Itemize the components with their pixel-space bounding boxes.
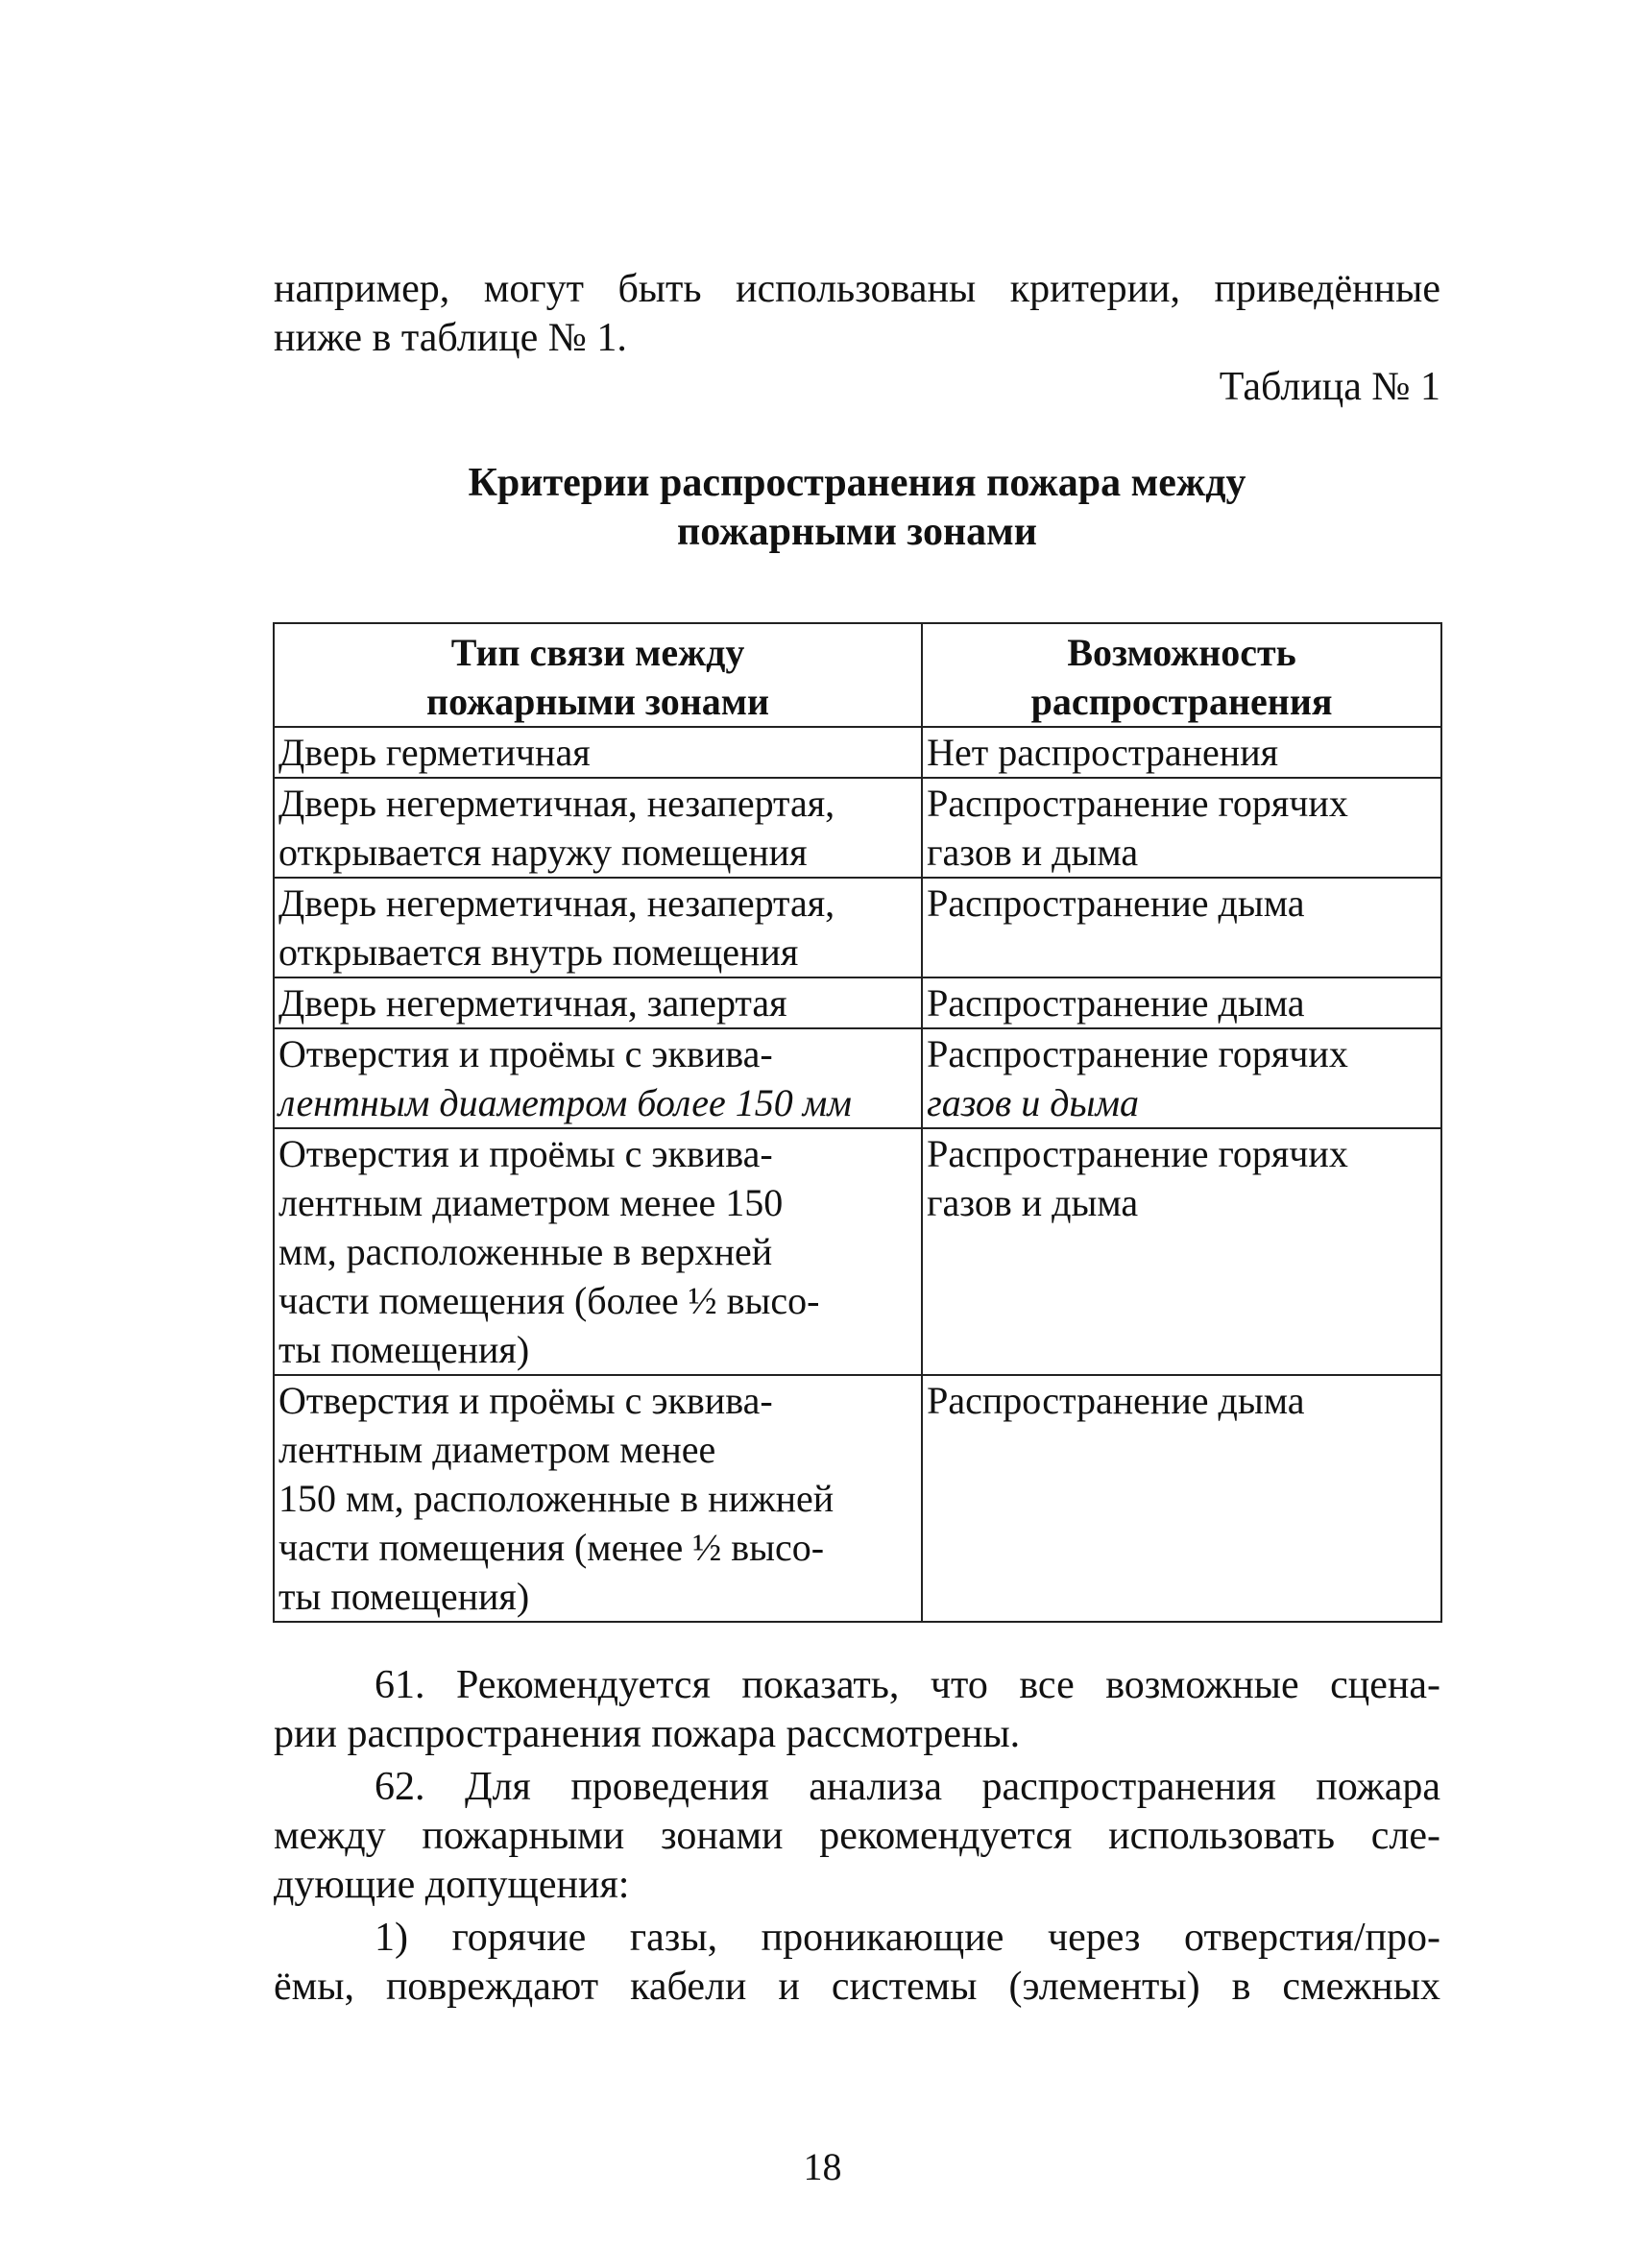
- table-row: [274, 878, 1441, 977]
- header-connection-type: [274, 623, 922, 727]
- cell-line: лентным диаметром менее 150: [278, 1181, 784, 1224]
- header-spread-possibility: [922, 623, 1441, 727]
- cell-spread: [922, 977, 1441, 1028]
- table-header-row: [274, 623, 1441, 727]
- cell-line: Распространение дыма: [927, 981, 1305, 1025]
- header-cell-line: Возможность: [1067, 631, 1296, 674]
- cell-line: открывается внутрь помещения: [278, 930, 799, 974]
- table-title-line-2: пожарными зонами: [677, 510, 1037, 554]
- table-row: [274, 1375, 1441, 1622]
- cell-line: газов и дыма: [927, 1181, 1139, 1224]
- cell-line: Распространение горячих: [927, 1132, 1348, 1175]
- cell-line: Дверь негерметичная, незапертая,: [278, 782, 835, 825]
- cell-line: Нет распространения: [927, 731, 1279, 774]
- cell-line: Отверстия и проёмы с эквива-: [278, 1379, 773, 1422]
- cell-line: Распространение горячих: [927, 782, 1348, 825]
- cell-line: открывается наружу помещения: [278, 831, 808, 874]
- cell-connection-type: [274, 977, 922, 1028]
- cell-spread: [922, 778, 1441, 878]
- cell-line: Дверь герметичная: [278, 731, 591, 774]
- paragraph-61: [274, 1661, 1440, 1759]
- table-row: [274, 977, 1441, 1028]
- cell-spread: [922, 1375, 1441, 1622]
- cell-line: части помещения (более ½ высо-: [278, 1279, 820, 1322]
- intro-line-1: например, могут быть использованы критерии, приведённые: [274, 267, 1440, 311]
- table-row: [274, 1028, 1441, 1128]
- item1-line-2: ёмы, повреждают кабели и системы (элементы) в смежных: [274, 1965, 1440, 2009]
- cell-line: ты помещения): [278, 1328, 530, 1371]
- cell-connection-type: [274, 778, 922, 878]
- cell-line: Дверь негерметичная, незапертая,: [278, 881, 835, 925]
- cell-line: газов и дыма: [927, 831, 1139, 874]
- cell-spread: [922, 1028, 1441, 1128]
- cell-line: Отверстия и проёмы с эквива-: [278, 1132, 773, 1175]
- criteria-table: [273, 622, 1442, 1623]
- cell-line: 150 мм, расположенные в нижней: [278, 1477, 835, 1520]
- cell-line: Распространение дыма: [927, 881, 1305, 925]
- table-row: [274, 727, 1441, 778]
- header-cell-line: Тип связи между: [450, 631, 745, 674]
- paragraph-62: [274, 1763, 1440, 1910]
- page-number: 18: [803, 2145, 842, 2188]
- cell-line: лентным диаметром менее: [278, 1428, 716, 1471]
- cell-line: Дверь негерметичная, запертая: [278, 981, 787, 1025]
- table-title: [274, 459, 1440, 557]
- cell-connection-type: [274, 1028, 922, 1128]
- list-item-1: [274, 1914, 1440, 2012]
- intro-line-2: ниже в таблице № 1.: [274, 316, 627, 360]
- cell-spread: [922, 1128, 1441, 1375]
- para62-line-2: между пожарными зонами рекомендуется использовать сле-: [274, 1814, 1440, 1858]
- cell-line: ты помещения): [278, 1575, 530, 1618]
- cell-connection-type: [274, 1128, 922, 1375]
- item1-line-1: 1) горячие газы, проникающие через отверстия/про-: [375, 1916, 1440, 1960]
- cell-connection-type: [274, 1375, 922, 1622]
- cell-line: части помещения (менее ½ высо-: [278, 1526, 825, 1569]
- table-row: [274, 1128, 1441, 1375]
- cell-spread: [922, 727, 1441, 778]
- table-title-line-1: Критерии распространения пожара между: [468, 461, 1246, 505]
- para62-line-3: дующие допущения:: [274, 1863, 630, 1907]
- cell-line: Распространение горячих: [927, 1032, 1348, 1075]
- table-row: [274, 778, 1441, 878]
- para62-line-1: 62. Для проведения анализа распространения пожара: [375, 1765, 1440, 1809]
- cell-line: Отверстия и проёмы с эквива-: [278, 1032, 773, 1075]
- cell-line: мм, расположенные в верхней: [278, 1230, 773, 1273]
- cell-connection-type: [274, 727, 922, 778]
- table-label: Таблица № 1: [1219, 365, 1440, 409]
- cell-connection-type: [274, 878, 922, 977]
- cell-line: Распространение дыма: [927, 1379, 1305, 1422]
- cell-spread: [922, 878, 1441, 977]
- cell-line: лентным диаметром более 150 мм: [278, 1081, 852, 1124]
- intro-paragraph: [274, 265, 1440, 363]
- para61-line-2: рии распространения пожара рассмотрены.: [274, 1712, 1021, 1756]
- para61-line-1: 61. Рекомендуется показать, что все возможные сцена-: [375, 1663, 1440, 1707]
- header-cell-line: распространения: [1030, 680, 1333, 723]
- header-cell-line: пожарными зонами: [426, 680, 770, 723]
- cell-line: газов и дыма: [927, 1081, 1140, 1124]
